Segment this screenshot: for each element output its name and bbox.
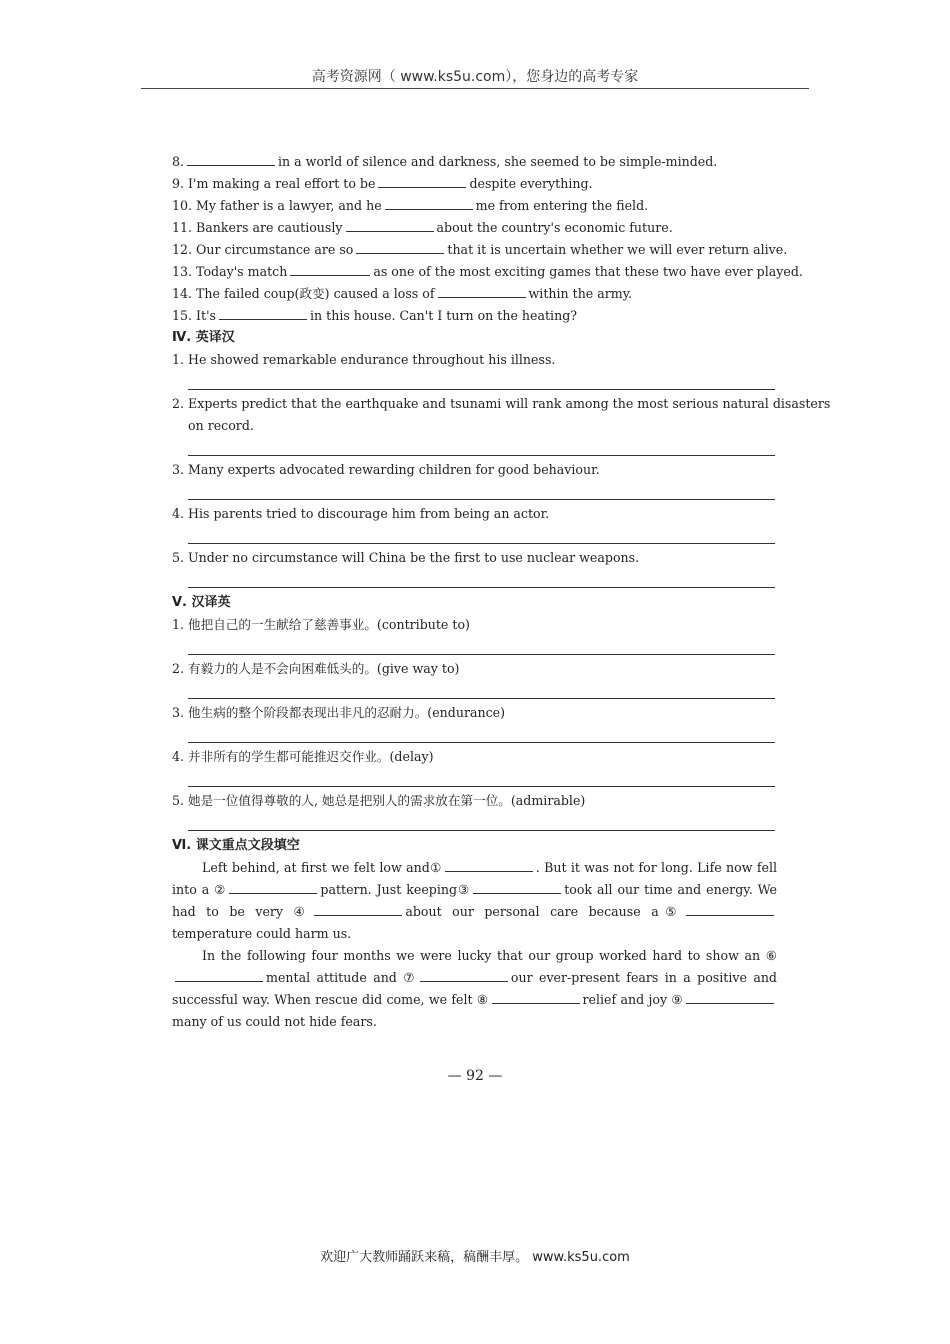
fill-item-14: 14. The failed coup(政变) caused a loss of within the army. <box>172 283 777 305</box>
answer-line[interactable] <box>188 698 775 699</box>
answer-blank[interactable] <box>356 239 444 254</box>
answer-line[interactable] <box>188 499 775 500</box>
section-title-en-to-zh: Ⅳ. 英译汉 <box>172 330 235 345</box>
section-title-zh-to-en: Ⅴ. 汉译英 <box>172 595 231 610</box>
answer-blank[interactable] <box>219 305 307 320</box>
fill-item-12: 12. Our circumstance are so that it is uncertain whether we will ever return alive. <box>172 239 777 261</box>
answer-blank[interactable] <box>420 967 508 982</box>
zh-item-4: 4. 并非所有的学生都可能推迟交作业。(delay) <box>172 749 434 764</box>
answer-blank[interactable] <box>473 879 561 894</box>
answer-blank[interactable] <box>686 901 774 916</box>
answer-line[interactable] <box>188 389 775 390</box>
zh-item-1: 1. 他把自己的一生献给了慈善事业。(contribute to) <box>172 617 470 632</box>
answer-blank[interactable] <box>686 989 774 1004</box>
site-footer: 欢迎广大教师踊跃来稿，稿酬丰厚。 www.ks5u.com <box>320 1250 630 1265</box>
cloze-paragraph-1: Left behind, at first we felt low and① . But it was not for long. Life now fell into a ② pattern. Just keeping③ took all our time and energy. We had to be very ④ about our personal care because a⑤temperature could harm us. <box>172 857 777 945</box>
section-title-cloze: Ⅵ. 课文重点文段填空 <box>172 838 300 853</box>
answer-blank[interactable] <box>314 901 402 916</box>
header-divider <box>141 88 809 89</box>
answer-line[interactable] <box>188 830 775 831</box>
translate-item-1: 1. He showed remarkable endurance throughout his illness. <box>172 352 556 367</box>
fill-item-9: 9. I'm making a real effort to be despite everything. <box>172 173 777 195</box>
translate-item-5: 5. Under no circumstance will China be the first to use nuclear weapons. <box>172 550 640 565</box>
answer-blank[interactable] <box>445 857 533 872</box>
answer-blank[interactable] <box>492 989 580 1004</box>
cloze-paragraph-2: In the following four months we were lucky that our group worked hard to show an ⑥mental attitude and ⑦ our ever-present fears in a positive and successful way. When rescue did come, we felt ⑧ relief and joy ⑨ many of us could not hide fears. <box>172 948 777 1029</box>
site-header: 高考资源网（ www.ks5u.com），您身边的高考专家 <box>311 69 639 85</box>
worksheet-content <box>172 151 831 1033</box>
answer-line[interactable] <box>188 786 775 787</box>
zh-item-3: 3. 他生病的整个阶段都表现出非凡的忍耐力。(endurance) <box>172 705 506 720</box>
translate-item-2: 2. Experts predict that the earthquake and tsunami will rank among the most serious natural disasters <box>172 396 831 411</box>
answer-line[interactable] <box>188 742 775 743</box>
answer-blank[interactable] <box>378 173 466 188</box>
answer-line[interactable] <box>188 587 775 588</box>
answer-blank[interactable] <box>346 217 434 232</box>
fill-item-13: 13. Today's match as one of the most exciting games that these two have ever played. <box>172 261 777 283</box>
fill-item-15: 15. It's in this house. Can't I turn on the heating? <box>172 305 777 327</box>
answer-blank[interactable] <box>385 195 473 210</box>
answer-line[interactable] <box>188 455 775 456</box>
answer-blank[interactable] <box>175 967 263 982</box>
translate-item-2-cont: on record. <box>188 418 254 433</box>
answer-blank[interactable] <box>290 261 370 276</box>
answer-line[interactable] <box>188 543 775 544</box>
answer-blank[interactable] <box>438 283 526 298</box>
fill-item-8: 8. in a world of silence and darkness, she seemed to be simple-minded. <box>172 151 777 173</box>
translate-item-3: 3. Many experts advocated rewarding children for good behaviour. <box>172 462 600 477</box>
fill-item-11: 11. Bankers are cautiously about the country's economic future. <box>172 217 777 239</box>
fill-item-10: 10. My father is a lawyer, and he me from entering the field. <box>172 195 777 217</box>
answer-line[interactable] <box>188 654 775 655</box>
translate-item-4: 4. His parents tried to discourage him from being an actor. <box>172 506 550 521</box>
answer-blank[interactable] <box>229 879 317 894</box>
answer-blank[interactable] <box>187 151 275 166</box>
zh-item-5: 5. 她是一位值得尊敬的人, 她总是把别人的需求放在第一位。(admirable) <box>172 793 586 808</box>
zh-item-2: 2. 有毅力的人是不会向困难低头的。(give way to) <box>172 661 460 676</box>
page-number: — 92 — <box>447 1068 503 1084</box>
